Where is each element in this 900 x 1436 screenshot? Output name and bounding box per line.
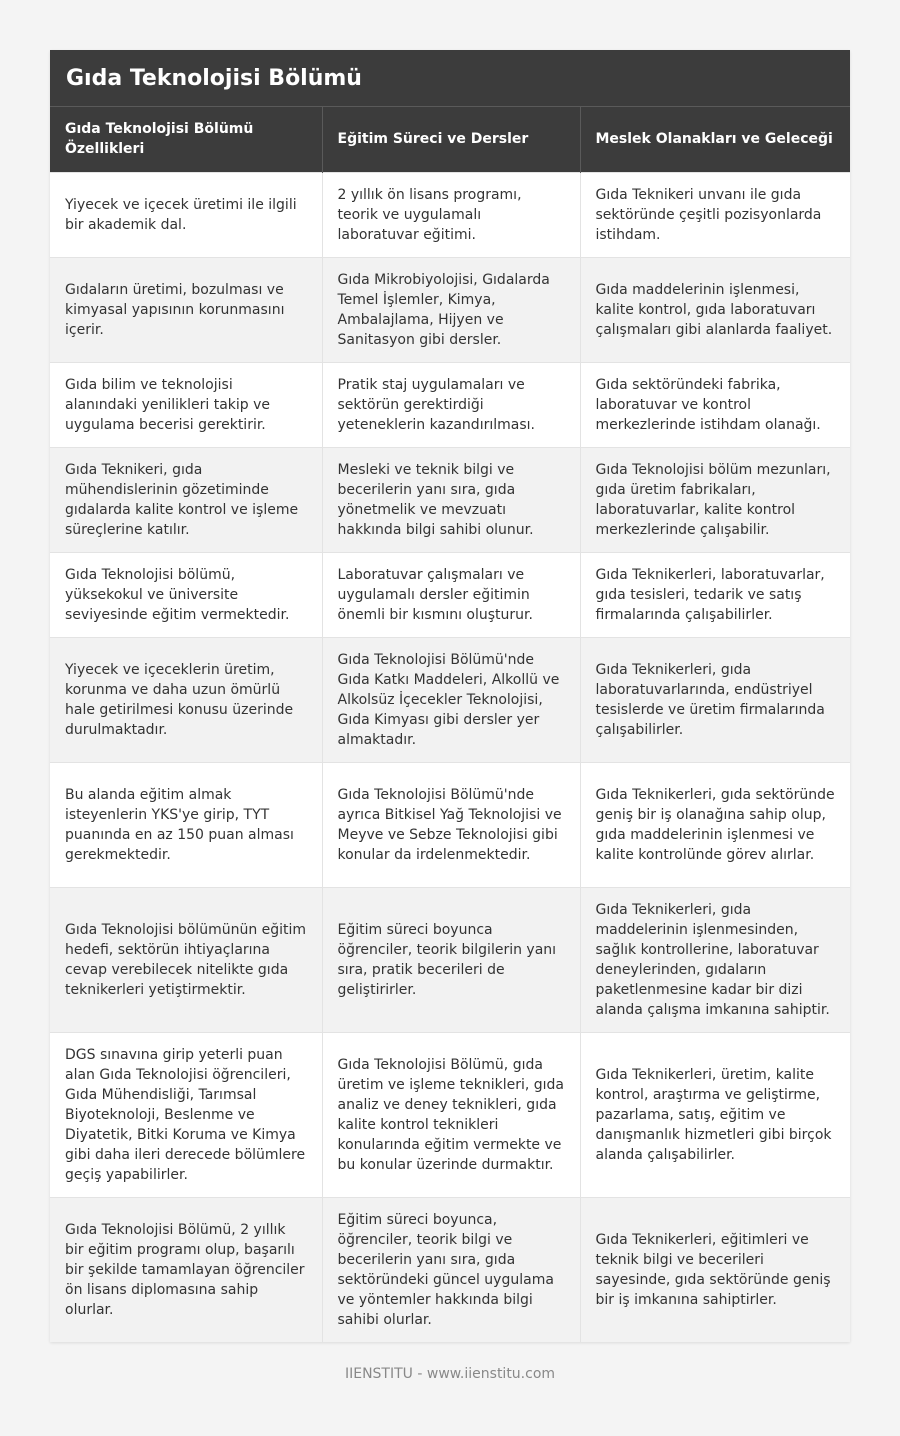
column-header: Meslek Olanakları ve Geleceği <box>580 107 850 172</box>
table-cell: Laboratuvar çalışmaları ve uygulamalı dersler eğitimin önemli bir kısmını oluşturur. <box>322 552 580 637</box>
table-row <box>50 887 850 1032</box>
page-title: Gıda Teknolojisi Bölümü <box>50 50 850 107</box>
table-row <box>50 1032 850 1197</box>
table-cell: Gıda sektöründeki fabrika, laboratuvar ve kontrol merkezlerinde istihdam olanağı. <box>580 362 850 447</box>
table-cell: Eğitim süreci boyunca öğrenciler, teorik bilgilerin yanı sıra, pratik becerileri de geliştirirler. <box>322 887 580 1032</box>
table-cell: Gıda Teknikerleri, üretim, kalite kontrol, araştırma ve geliştirme, pazarlama, satış, eğitim ve danışmanlık hizmetleri gibi birçok alanda çalışabilirler. <box>580 1032 850 1197</box>
data-table <box>50 107 850 1342</box>
table-cell: Gıda Teknolojisi bölümü, yüksekokul ve üniversite seviyesinde eğitim vermektedir. <box>50 552 322 637</box>
table-row <box>50 257 850 362</box>
table-cell: Gıda Mikrobiyolojisi, Gıdalarda Temel İşlemler, Kimya, Ambalajlama, Hijyen ve Sanitasyon gibi dersler. <box>322 257 580 362</box>
table-cell: Gıda bilim ve teknolojisi alanındaki yenilikleri takip ve uygulama becerisi gerektirir. <box>50 362 322 447</box>
table-cell: Gıda Teknikerleri, gıda laboratuvarlarında, endüstriyel tesislerde ve üretim firmalarında çalışabilirler. <box>580 637 850 762</box>
table-cell: Bu alanda eğitim almak isteyenlerin YKS'ye girip, TYT puanında en az 150 puan alması gerekmektedir. <box>50 762 322 887</box>
table-cell: Gıda Teknolojisi Bölümü'nde ayrıca Bitkisel Yağ Teknolojisi ve Meyve ve Sebze Teknolojisi gibi konular da irdelenmektedir. <box>322 762 580 887</box>
column-header: Eğitim Süreci ve Dersler <box>322 107 580 172</box>
table-row <box>50 1197 850 1342</box>
table-cell: Yiyecek ve içeceklerin üretim, korunma ve daha uzun ömürlü hale getirilmesi konusu üzerinde durulmaktadır. <box>50 637 322 762</box>
table-row <box>50 637 850 762</box>
table-cell: Gıda Teknikerleri, laboratuvarlar, gıda tesisleri, tedarik ve satış firmalarında çalışabilirler. <box>580 552 850 637</box>
table-cell: Gıda Teknolojisi Bölümü, gıda üretim ve işleme teknikleri, gıda analiz ve deney teknikleri, gıda kalite kontrol teknikleri konularında eğitim vermekte ve bu konular üzerinde durmaktır. <box>322 1032 580 1197</box>
table-cell: Gıda Teknolojisi bölüm mezunları, gıda üretim fabrikaları, laboratuvarlar, kalite kontrol merkezlerinde çalışabilir. <box>580 447 850 552</box>
table-cell: Gıda Teknolojisi Bölümü, 2 yıllık bir eğitim programı olup, başarılı bir şekilde tamamlayan öğrenciler ön lisans diplomasına sahip olurlar. <box>50 1197 322 1342</box>
table-row <box>50 552 850 637</box>
header-row <box>50 107 850 172</box>
table-cell: Gıda Teknikeri unvanı ile gıda sektöründe çeşitli pozisyonlarda istihdam. <box>580 172 850 257</box>
table-cell: Gıda Teknikerleri, gıda maddelerinin işlenmesinden, sağlık kontrollerine, laboratuvar deneylerinden, gıdaların paketlenmesine kadar bir dizi alanda çalışma imkanına sahiptir. <box>580 887 850 1032</box>
table-row <box>50 762 850 887</box>
table-cell: Gıda Teknikerleri, eğitimleri ve teknik bilgi ve becerileri sayesinde, gıda sektöründe geniş bir iş imkanına sahiptirler. <box>580 1197 850 1342</box>
table-cell: Gıda maddelerinin işlenmesi, kalite kontrol, gıda laboratuvarı çalışmaları gibi alanlarda faaliyet. <box>580 257 850 362</box>
table-cell: Gıdaların üretimi, bozulması ve kimyasal yapısının korunmasını içerir. <box>50 257 322 362</box>
table-row <box>50 172 850 257</box>
table-cell: Eğitim süreci boyunca, öğrenciler, teorik bilgi ve becerilerin yanı sıra, gıda sektöründeki güncel uygulama ve yöntemler hakkında bilgi sahibi olurlar. <box>322 1197 580 1342</box>
table-row <box>50 447 850 552</box>
table-row <box>50 362 850 447</box>
table-cell: Gıda Teknikeri, gıda mühendislerinin gözetiminde gıdalarda kalite kontrol ve işleme süreçlerine katılır. <box>50 447 322 552</box>
table-cell: Yiyecek ve içecek üretimi ile ilgili bir akademik dal. <box>50 172 322 257</box>
table-cell: Mesleki ve teknik bilgi ve becerilerin yanı sıra, gıda yönetmelik ve mevzuatı hakkında bilgi sahibi olunur. <box>322 447 580 552</box>
table-cell: Gıda Teknikerleri, gıda sektöründe geniş bir iş olanağına sahip olup, gıda maddelerinin işlenmesi ve kalite kontrolünde görev alırlar. <box>580 762 850 887</box>
table-cell: Gıda Teknolojisi bölümünün eğitim hedefi, sektörün ihtiyaçlarına cevap verebilecek nitelikte gıda teknikerleri yetiştirmektir. <box>50 887 322 1032</box>
table-cell: Gıda Teknolojisi Bölümü'nde Gıda Katkı Maddeleri, Alkollü ve Alkolsüz İçecekler Teknolojisi, Gıda Kimyası gibi dersler yer almaktadır. <box>322 637 580 762</box>
footer-credit: IIENSTITU - www.iienstitu.com <box>344 1366 556 1382</box>
column-header: Gıda Teknolojisi Bölümü Özellikleri <box>50 107 322 172</box>
table-cell: DGS sınavına girip yeterli puan alan Gıda Teknolojisi öğrencileri, Gıda Mühendisliği, Tarımsal Biyoteknoloji, Beslenme ve Diyatetik, Bitki Koruma ve Kimya gibi daha ileri derecede bölümlere geçiş yapabilirler. <box>50 1032 322 1197</box>
table-cell: 2 yıllık ön lisans programı, teorik ve uygulamalı laboratuvar eğitimi. <box>322 172 580 257</box>
table-cell: Pratik staj uygulamaları ve sektörün gerektirdiği yeteneklerin kazandırılması. <box>322 362 580 447</box>
content-card <box>50 50 850 1342</box>
